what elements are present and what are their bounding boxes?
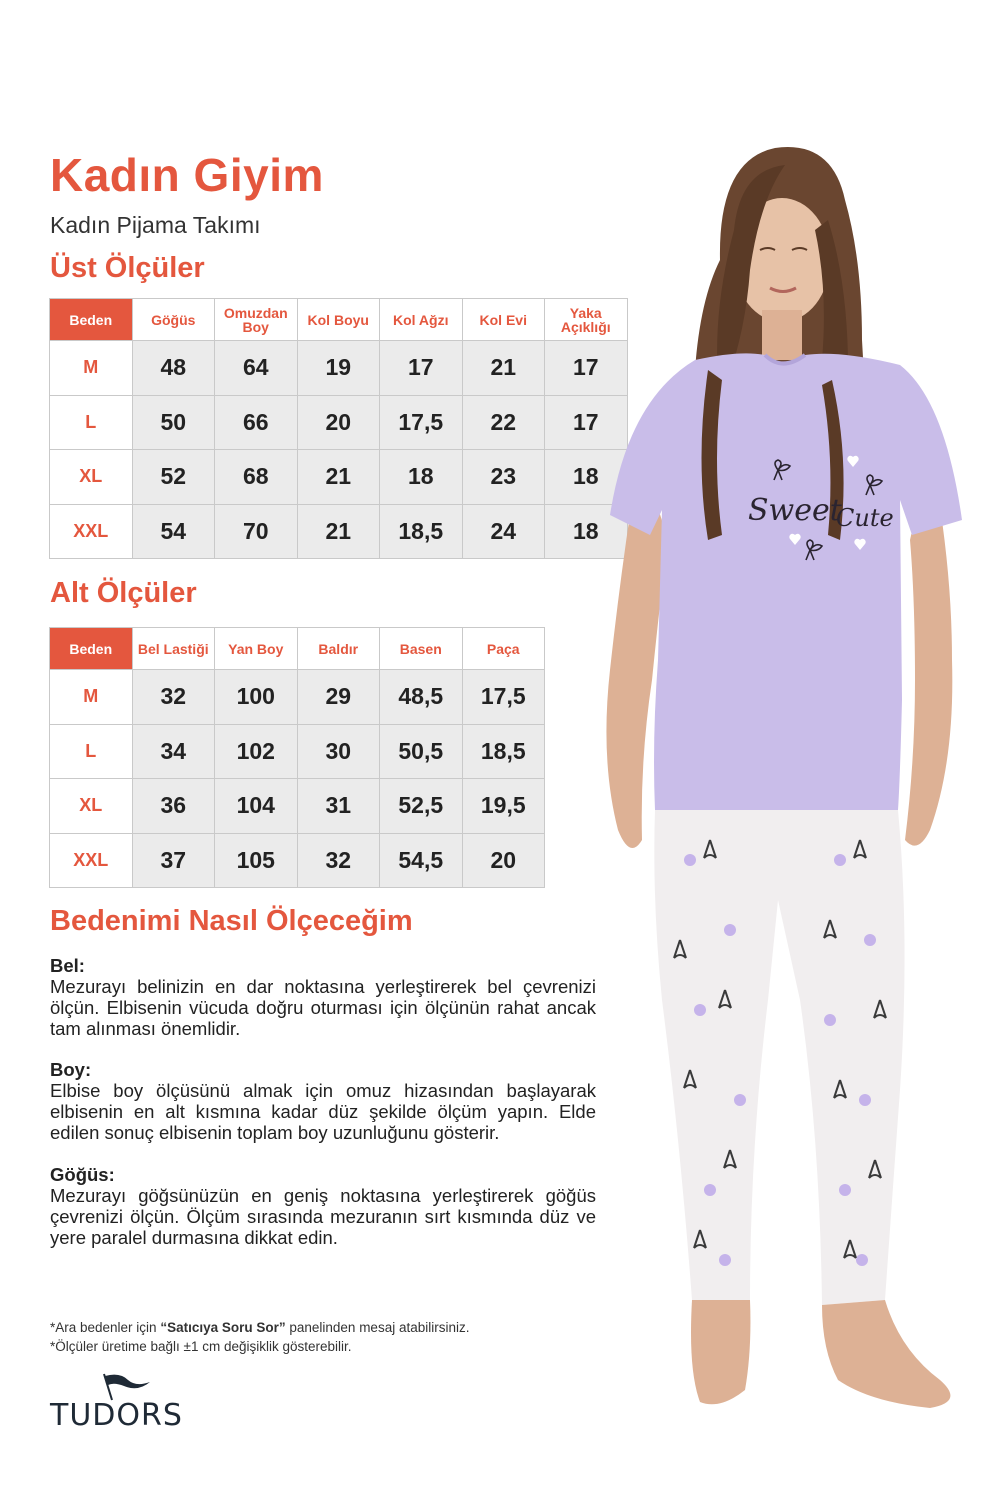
measure-chest-text: Mezurayı göğsünüzün en geniş noktasına yerleştirerek göğüs çevrenizi ölçün. Ölçüm sırasında mezuranın sırt kısmında düz ve yere paralel durmasına dikkat edin. (50, 1185, 596, 1248)
measurement-cell: 17,5 (380, 395, 463, 450)
measurement-cell: 17,5 (462, 670, 545, 725)
table-row (50, 779, 545, 834)
measure-chest-label: Göğüs: (50, 1164, 115, 1185)
table-row (50, 341, 628, 396)
footnote-intermediate-sizes: *Ara bedenler için “Satıcıya Soru Sor” panelinden mesaj atabilirsiniz. (50, 1320, 470, 1335)
model-photo (600, 140, 980, 1420)
size-label: XXL (50, 504, 133, 559)
measurement-cell: 21 (297, 450, 380, 505)
measurement-cell: 48 (132, 341, 215, 396)
measurement-cell: 18 (545, 450, 628, 505)
measurement-cell: 52 (132, 450, 215, 505)
measurement-cell: 20 (297, 395, 380, 450)
size-label: L (50, 724, 133, 779)
size-label: M (50, 670, 133, 725)
measurement-cell: 19 (297, 341, 380, 396)
size-label: XL (50, 779, 133, 834)
measure-waist-block (50, 955, 596, 1039)
measurement-cell: 29 (297, 670, 380, 725)
measurement-cell: 105 (215, 833, 298, 888)
top-col-header-omuzdan-boy: Omuzdan Boy (215, 299, 298, 341)
bottom-measurements-heading: Alt Ölçüler (50, 577, 197, 609)
measurement-cell: 54,5 (380, 833, 463, 888)
measurement-cell: 17 (380, 341, 463, 396)
measurement-cell: 66 (215, 395, 298, 450)
size-label: M (50, 341, 133, 396)
measurement-cell: 22 (462, 395, 545, 450)
top-col-header-kol-evi: Kol Evi (462, 299, 545, 341)
measure-length-block (50, 1059, 596, 1143)
footnote-tolerance: *Ölçüler üretime bağlı ±1 cm değişiklik gösterebilir. (50, 1339, 352, 1354)
measurement-cell: 24 (462, 504, 545, 559)
page-title: Kadın Giyim (50, 149, 324, 201)
measure-length-text: Elbise boy ölçüsünü almak için omuz hizasından başlayarak elbisenin en alt kısmına kadar düz şekilde ölçüm yapın. Elde edilen sonuç elbisenin toplam boy uzunluğunu gösterir. (50, 1080, 596, 1143)
measurement-cell: 20 (462, 833, 545, 888)
bottom-col-header-beden: Beden (50, 628, 133, 670)
size-label: XXL (50, 833, 133, 888)
top-col-header-beden: Beden (50, 299, 133, 341)
brand-wordmark: TUDORS (50, 1398, 183, 1433)
shirt-print-sweet: Sweet (748, 493, 842, 528)
measurement-cell: 21 (297, 504, 380, 559)
measurement-cell: 102 (215, 724, 298, 779)
table-row (50, 450, 628, 505)
size-label: L (50, 395, 133, 450)
measurement-cell: 32 (132, 670, 215, 725)
how-to-measure-heading: Bedenimi Nasıl Ölçeceğim (50, 905, 413, 937)
measurement-cell: 30 (297, 724, 380, 779)
bottom-col-header-paca: Paça (462, 628, 545, 670)
measurement-cell: 104 (215, 779, 298, 834)
brand-logo (50, 1372, 190, 1432)
measurement-cell: 18,5 (462, 724, 545, 779)
measurement-cell: 34 (132, 724, 215, 779)
table-row (50, 395, 628, 450)
shirt-print-cute: Cute (836, 504, 894, 532)
measure-waist-text: Mezurayı belinizin en dar noktasına yerleştirerek bel çevrenizi ölçün. Elbisenin vücuda doğru oturması için ölçünün rahat ancak tam alınması önemlidir. (50, 976, 596, 1039)
bottom-col-header-basen: Basen (380, 628, 463, 670)
bottom-col-header-yan-boy: Yan Boy (215, 628, 298, 670)
measurement-cell: 23 (462, 450, 545, 505)
table-row (50, 504, 628, 559)
measurement-cell: 32 (297, 833, 380, 888)
top-measurements-table (49, 298, 628, 559)
measurement-cell: 17 (545, 341, 628, 396)
measurement-cell: 18,5 (380, 504, 463, 559)
top-col-header-gogus: Göğüs (132, 299, 215, 341)
measurement-cell: 21 (462, 341, 545, 396)
measure-waist-label: Bel: (50, 955, 85, 976)
measurement-cell: 17 (545, 395, 628, 450)
measurement-cell: 19,5 (462, 779, 545, 834)
top-col-header-kol-agzi: Kol Ağzı (380, 299, 463, 341)
size-label: XL (50, 450, 133, 505)
measurement-cell: 50 (132, 395, 215, 450)
measurement-cell: 31 (297, 779, 380, 834)
measurement-cell: 70 (215, 504, 298, 559)
measure-length-label: Boy: (50, 1059, 92, 1080)
measurement-cell: 68 (215, 450, 298, 505)
table-row (50, 833, 545, 888)
measurement-cell: 100 (215, 670, 298, 725)
measurement-cell: 52,5 (380, 779, 463, 834)
measurement-cell: 37 (132, 833, 215, 888)
bottom-measurements-table (49, 627, 545, 888)
measurement-cell: 50,5 (380, 724, 463, 779)
top-col-header-yaka-acikligi: Yaka Açıklığı (545, 299, 628, 341)
measurement-cell: 36 (132, 779, 215, 834)
bottom-col-header-bel-lastigi: Bel Lastiği (132, 628, 215, 670)
table-row (50, 724, 545, 779)
page-subtitle: Kadın Pijama Takımı (50, 212, 261, 238)
measurement-cell: 54 (132, 504, 215, 559)
bottom-col-header-baldir: Baldır (297, 628, 380, 670)
measure-chest-block (50, 1164, 596, 1248)
measurement-cell: 18 (380, 450, 463, 505)
seller-question-link-text: “Satıcıya Soru Sor” (160, 1320, 286, 1335)
footnotes (50, 1318, 469, 1356)
table-row (50, 670, 545, 725)
measurement-cell: 64 (215, 341, 298, 396)
measurement-cell: 18 (545, 504, 628, 559)
top-measurements-heading: Üst Ölçüler (50, 252, 205, 284)
measurement-cell: 48,5 (380, 670, 463, 725)
top-col-header-kol-boyu: Kol Boyu (297, 299, 380, 341)
